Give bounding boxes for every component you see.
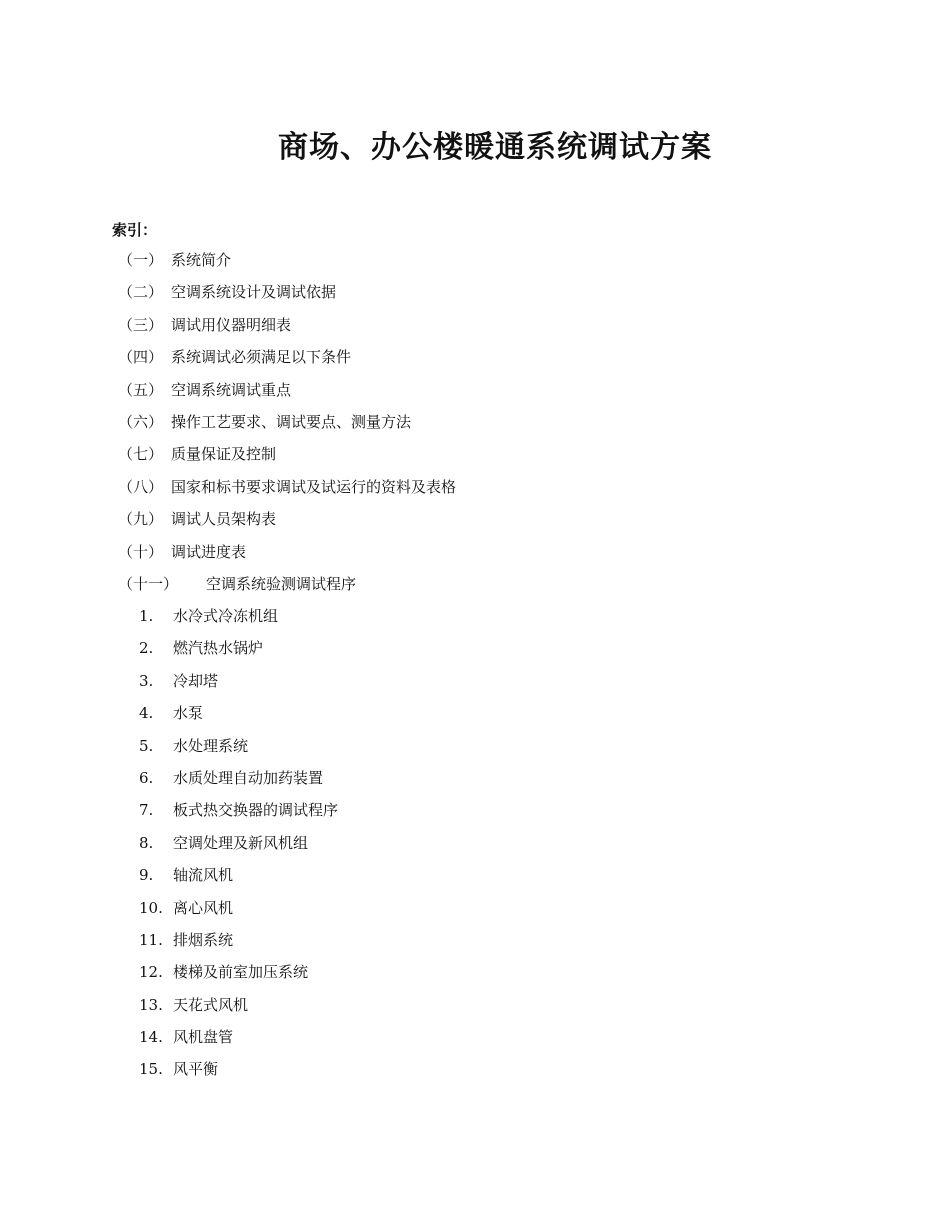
- list-item: [118, 475, 878, 507]
- section-title: 国家和标书要求调试及试运行的资料及表格: [171, 477, 457, 496]
- list-item: [139, 863, 879, 895]
- subsection-title: 水泵: [173, 704, 204, 723]
- subsection-title: 水处理系统: [173, 736, 249, 755]
- subsection-number: 13.: [139, 995, 163, 1014]
- subsection-title: 风机盘管: [173, 1028, 234, 1047]
- subsection-title: 水冷式冷冻机组: [173, 607, 279, 625]
- subsection-number: 3.: [139, 671, 154, 690]
- subsection-number: 9.: [139, 866, 154, 885]
- subsection-title: 楼梯及前室加压系统: [173, 963, 309, 982]
- subsection-number: 1.: [139, 607, 154, 625]
- subsection-title: 板式热交换器的调试程序: [173, 801, 339, 820]
- list-item: [139, 1057, 879, 1089]
- list-item: [139, 766, 879, 798]
- list-item: [118, 442, 878, 474]
- subsection-number: 4.: [139, 704, 154, 723]
- list-item: [139, 896, 879, 928]
- subsection-title: 水质处理自动加药装置: [173, 768, 324, 787]
- index-label: 索引：: [112, 221, 158, 239]
- subsection-title: 离心风机: [173, 898, 234, 917]
- list-item: [139, 928, 879, 960]
- list-item: [118, 540, 878, 572]
- section-title: 系统简介: [171, 251, 232, 269]
- section-number: （十一）: [118, 574, 179, 593]
- section-title: 调试人员架构表: [171, 510, 277, 529]
- section-title: 空调系统验测调试程序: [206, 574, 357, 593]
- subsection-number: 6.: [139, 768, 154, 787]
- subsection-title: 轴流风机: [173, 866, 234, 885]
- section-number: （六）: [118, 412, 164, 431]
- subsection-title: 冷却塔: [173, 671, 219, 690]
- list-item: [139, 1025, 879, 1057]
- subsection-title: 风平衡: [173, 1060, 219, 1079]
- list-item: [139, 604, 879, 636]
- list-item: [139, 669, 879, 701]
- section-title: 质量保证及控制: [171, 445, 277, 464]
- list-item: [139, 831, 879, 863]
- list-item: [139, 734, 879, 766]
- section-number: （一）: [118, 251, 164, 269]
- list-item: [118, 280, 878, 312]
- list-item: [118, 313, 878, 345]
- subsection-title: 天花式风机: [173, 995, 249, 1014]
- section-number: （五）: [118, 380, 164, 399]
- section-title: 空调系统调试重点: [171, 380, 292, 399]
- list-item: [118, 507, 878, 539]
- subsection-number: 10.: [139, 898, 163, 917]
- section-number: （十）: [118, 542, 164, 561]
- section-number: （二）: [118, 283, 164, 302]
- section-number: （七）: [118, 445, 164, 464]
- subsection-number: 12.: [139, 963, 163, 982]
- subsection-number: 11.: [139, 930, 163, 949]
- list-item: [118, 378, 878, 410]
- list-item: [139, 798, 879, 830]
- subsection-number: 14.: [139, 1028, 163, 1047]
- section-title: 系统调试必须满足以下条件: [171, 348, 352, 367]
- section-number: （九）: [118, 510, 164, 529]
- subsection-number: 8.: [139, 833, 154, 852]
- subsection-number: 15.: [139, 1060, 163, 1079]
- list-item: [118, 248, 878, 280]
- section-number: （四）: [118, 348, 164, 367]
- subsection-title: 排烟系统: [173, 930, 234, 949]
- section-title: 调试进度表: [171, 542, 247, 561]
- subsection-list: [139, 604, 879, 1090]
- section-number: （八）: [118, 477, 164, 496]
- list-item: [139, 636, 879, 668]
- list-item: [139, 960, 879, 992]
- section-title: 空调系统设计及调试依据: [171, 283, 337, 302]
- list-item: [139, 993, 879, 1025]
- section-title: 调试用仪器明细表: [171, 315, 292, 334]
- subsection-title: 空调处理及新风机组: [173, 833, 309, 852]
- list-item: [118, 572, 878, 604]
- subsection-number: 2.: [139, 639, 154, 658]
- list-item: [118, 410, 878, 442]
- page-title: 商场、办公楼暖通系统调试方案: [278, 130, 712, 165]
- subsection-title: 燃汽热水锅炉: [173, 639, 264, 658]
- subsection-number: 5.: [139, 736, 154, 755]
- list-item: [118, 345, 878, 377]
- section-title: 操作工艺要求、调试要点、测量方法: [171, 412, 412, 431]
- section-number: （三）: [118, 315, 164, 334]
- list-item: [139, 701, 879, 733]
- subsection-number: 7.: [139, 801, 154, 820]
- section-list: [118, 248, 878, 604]
